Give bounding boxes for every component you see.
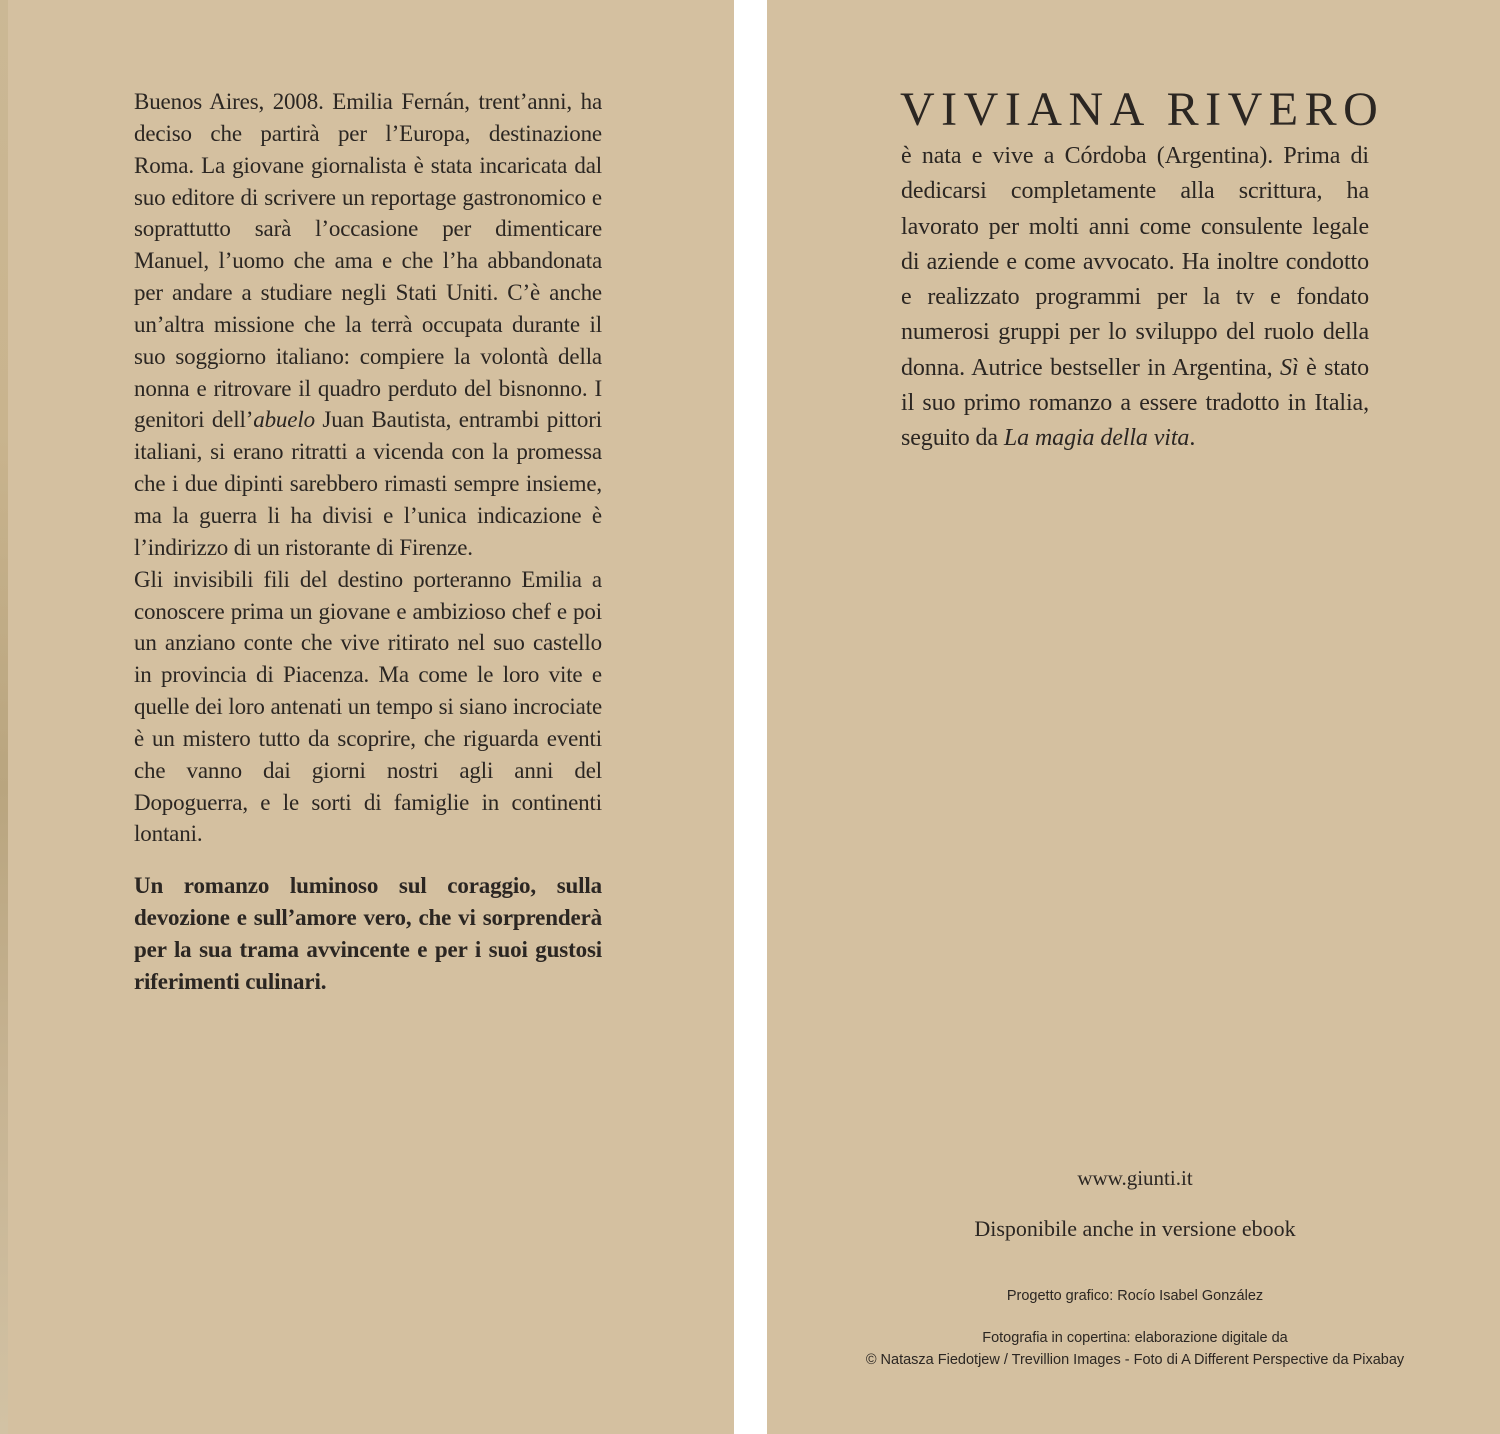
- bio-text-run: è nata e vive a Córdoba (Argentina). Prima di dedicarsi completamente alla scrittura, ha lavorato per molti anni come consulente legale di aziende e come avvocato. Ha inoltre condotto e realizzato programmi per la tv e fondato numerosi gruppi per lo sviluppo del ruolo della donna. Autrice bestseller in Argentina,: [901, 143, 1369, 381]
- synopsis-text: [134, 86, 602, 998]
- center-gutter: [734, 0, 767, 1434]
- photo-credit-line-2: © Natasza Fiedotjew / Trevillion Images - Foto di A Different Perspective da Pixabay: [865, 1352, 1405, 1368]
- photo-credit-line-1: Fotografia in copertina: elaborazione digitale da: [982, 1330, 1288, 1346]
- bio-book-title: Sì: [1280, 354, 1299, 381]
- design-credit: Progetto grafico: Rocío Isabel González: [1006, 1288, 1264, 1304]
- synopsis-italic-term: abuelo: [253, 407, 315, 433]
- bio-book-title: La magia della vita: [1003, 425, 1190, 452]
- bio-text-run: .: [1189, 425, 1196, 452]
- publisher-website: www.giunti.it: [1077, 1166, 1193, 1190]
- synopsis-paragraph-2: Gli invisibili fili del destino porteranno Emilia a conoscere prima un giovane e ambizioso chef e poi un anziano conte che vive ritirato nel suo castello in provincia di Piacenza. Ma come le loro vite e quelle dei loro antenati un tempo si siano incrociate è un mistero tutto da scoprire, che riguarda eventi che vanno dai giorni nostri agli anni del Dopoguerra, e le sorti di famiglie in continenti lontani.: [134, 566, 602, 847]
- synopsis-text-run: Buenos Aires, 2008. Emilia Fernán, trent’anni, ha deciso che partirà per l’Europa, destinazione Roma. La giovane giornalista è stata incaricata dal suo editore di scrivere un reportage gastronomico e soprattutto sarà l’occasione per dimenticare Manuel, l’uomo che ama e che l’ha abbandonata per andare a studiare negli Stati Uniti. C’è anche un’altra missione che la terrà occupata durante il suo soggiorno italiano: compiere la volontà della nonna e ritrovare il quadro perduto del bisnonno. I genitori dell’: [134, 89, 602, 433]
- synopsis-blurb: Un romanzo luminoso sul coraggio, sulla devozione e sull’amore vero, che vi sorprenderà per la sua trama avvincente e per i suoi gustosi riferimenti culinari.: [134, 873, 602, 994]
- author-name: VIVIANA RIVERO: [900, 83, 1385, 136]
- ebook-availability-note: Disponibile anche in versione ebook: [974, 1216, 1296, 1241]
- bio-text-run: è stato il suo primo romanzo a essere tradotto in Italia, seguito da: [901, 354, 1369, 452]
- synopsis-text-run: Juan Bautista, entrambi pittori italiani, si erano ritratti a vicenda con la promessa che i due dipinti sarebbero rimasti sempre insieme, ma la guerra li ha divisi e l’unica indicazione è l’indirizzo di un ristorante di Firenze.: [134, 407, 602, 560]
- author-bio: [901, 139, 1369, 457]
- synopsis-paragraph-1: [134, 86, 602, 564]
- cover-edge-strip: [0, 0, 8, 1434]
